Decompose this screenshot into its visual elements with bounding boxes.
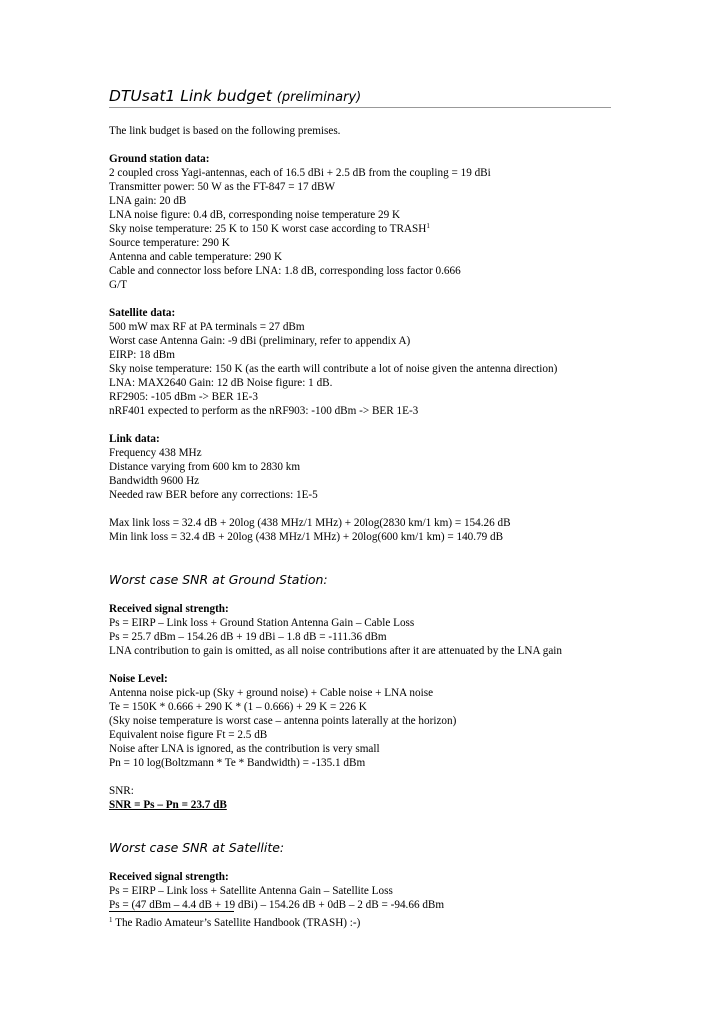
footnote-mark: 1 [109, 916, 113, 924]
satellite-heading: Satellite data: [109, 307, 176, 319]
noise-line: Pn = 10 log(Boltzmann * Te * Bandwidth) = -135.1 dBm [109, 757, 366, 769]
gs-line: LNA gain: 20 dB [109, 195, 187, 207]
ground-station-heading: Ground station data: [109, 153, 210, 165]
link-line: Needed raw BER before any corrections: 1E-5 [109, 489, 318, 501]
link-heading: Link data: [109, 433, 160, 445]
intro-text: The link budget is based on the following premises. [109, 125, 341, 137]
gs-line: Antenna and cable temperature: 290 K [109, 251, 283, 263]
sat-line: 500 mW max RF at PA terminals = 27 dBm [109, 321, 305, 333]
sat-line: Worst case Antenna Gain: -9 dBi (preliminary, refer to appendix A) [109, 335, 411, 347]
ground-signal-line: LNA contribution to gain is omitted, as all noise contributions after it are attenuated by the LNA gain [109, 645, 562, 657]
sat-line: RF2905: -105 dBm -> BER 1E-3 [109, 391, 258, 403]
sat-signal-heading: Received signal strength: [109, 871, 229, 883]
min-link-loss: Min link loss = 32.4 dB + 20log (438 MHz/1 MHz) + 20log(600 km/1 km) = 140.79 dB [109, 531, 504, 543]
document-page [109, 86, 611, 912]
gs-line-sky-noise: Sky noise temperature: 25 K to 150 K worst case according to TRASH$^1$ [109, 222, 430, 235]
link-line: Bandwidth 9600 Hz [109, 475, 200, 487]
sat-line: LNA: MAX2640 Gain: 12 dB Noise figure: 1 dB. [109, 377, 333, 389]
gs-line: Cable and connector loss before LNA: 1.8 dB, corresponding loss factor 0.666 [109, 265, 461, 277]
footnote-divider [109, 911, 234, 912]
document-title [109, 86, 611, 108]
max-link-loss: Max link loss = 32.4 dB + 20log (438 MHz/1 MHz) + 20log(2830 km/1 km) = 154.26 dB [109, 517, 511, 529]
link-line: Frequency 438 MHz [109, 447, 202, 459]
sat-signal-line: Ps = EIRP – Link loss + Satellite Antenna Gain – Satellite Loss [109, 885, 393, 897]
noise-line: Noise after LNA is ignored, as the contribution is very small [109, 743, 380, 755]
ground-signal-line: Ps = EIRP – Link loss + Ground Station Antenna Gain – Cable Loss [109, 617, 415, 629]
gs-line: LNA noise figure: 0.4 dB, corresponding noise temperature 29 K [109, 209, 401, 221]
ground-signal-line: Ps = 25.7 dBm – 154.26 dB + 19 dBi – 1.8 dB = -111.36 dBm [109, 631, 387, 643]
title-subtitle: (preliminary) [276, 90, 362, 105]
footnote-reference: 1 [426, 222, 430, 230]
noise-line: Equivalent noise figure Ft = 2.5 dB [109, 729, 268, 741]
title-main: DTUsat1 Link budget [109, 87, 272, 105]
noise-line: Te = 150K * 0.666 + 290 K * (1 – 0.666) + 29 K = 226 K [109, 701, 367, 713]
satellite-snr-heading: Worst case SNR at Satellite: [109, 840, 285, 855]
gs-line: 2 coupled cross Yagi-antennas, each of 16.5 dBi + 2.5 dB from the coupling = 19 dBi [109, 167, 491, 179]
sat-line: nRF401 expected to perform as the nRF903: -100 dBm -> BER 1E-3 [109, 405, 419, 417]
link-line: Distance varying from 600 km to 2830 km [109, 461, 301, 473]
noise-line: Antenna noise pick-up (Sky + ground noise) + Cable noise + LNA noise [109, 687, 434, 699]
ground-signal-heading: Received signal strength: [109, 603, 229, 615]
footnote-text: The Radio Amateur’s Satellite Handbook (TRASH) :-) [115, 917, 361, 929]
snr-result: SNR = Ps – Pn = 23.7 dB [109, 799, 227, 811]
noise-level-heading: Noise Level: [109, 673, 168, 685]
sat-line: EIRP: 18 dBm [109, 349, 175, 361]
gs-line: Transmitter power: 50 W as the FT-847 = 17 dBW [109, 181, 336, 193]
gs-line: G/T [109, 279, 128, 291]
snr-label: SNR: [109, 785, 134, 797]
footnote [109, 916, 360, 930]
noise-line: (Sky noise temperature is worst case – antenna points laterally at the horizon) [109, 715, 457, 727]
gs-line: Source temperature: 290 K [109, 237, 230, 249]
sat-line: Sky noise temperature: 150 K (as the earth will contribute a lot of noise given the antenna direction) [109, 363, 558, 375]
sat-signal-line: Ps = (47 dBm – 4.4 dB + 19 dBi) – 154.26 dB + 0dB – 2 dB = -94.66 dBm [109, 899, 445, 911]
ground-snr-heading: Worst case SNR at Ground Station: [109, 572, 328, 587]
